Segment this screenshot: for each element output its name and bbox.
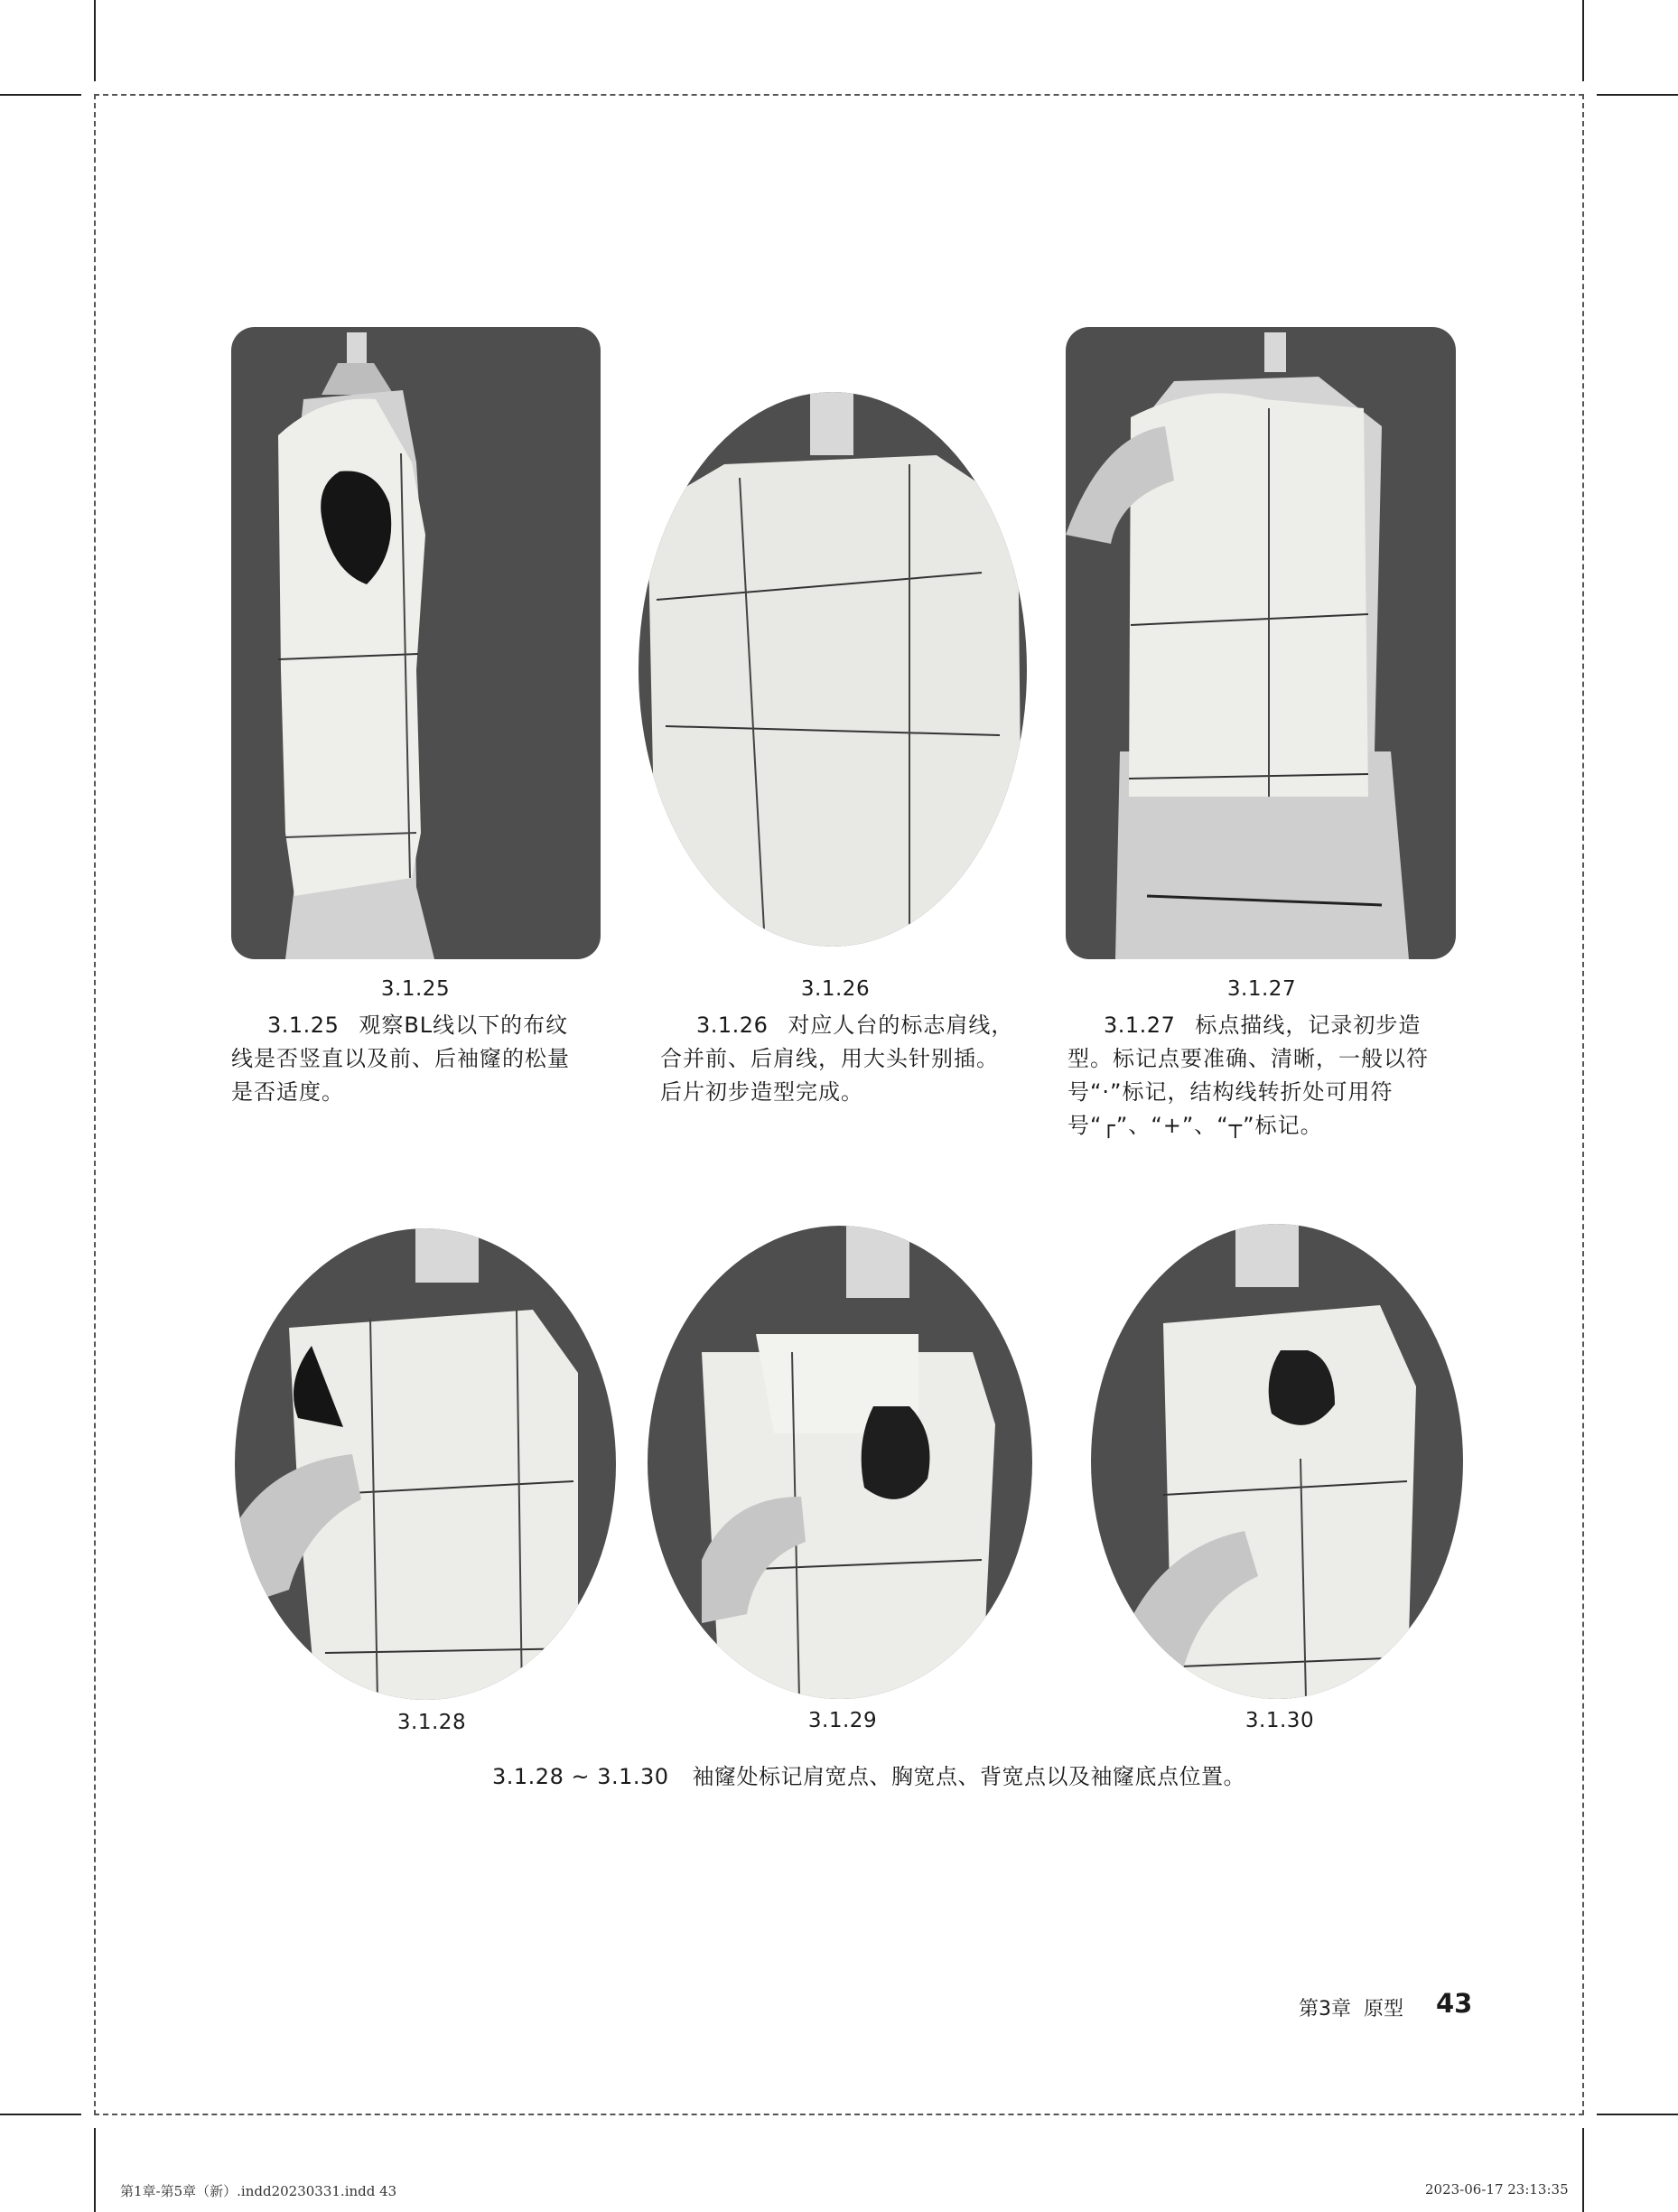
group-caption — [492, 1759, 1245, 1790]
caption-figure-number: 3.1.26 — [696, 1013, 769, 1038]
group-caption-range: 3.1.28 ~ 3.1.30 — [492, 1764, 669, 1789]
figure-caption — [660, 1009, 1018, 1109]
figure-number: 3.1.26 — [800, 977, 871, 1001]
crop-mark — [0, 94, 81, 96]
page-number: 43 — [1436, 1988, 1473, 2019]
crop-mark — [1597, 94, 1678, 96]
figure-caption — [1067, 1009, 1456, 1143]
caption-figure-number: 3.1.27 — [1104, 1013, 1176, 1038]
slug-file-info: 第1章-第5章（新）.indd20230331.indd 43 — [120, 2183, 397, 2199]
footer-chapter: 第3章 — [1299, 1998, 1351, 2021]
group-caption-text: 袖窿处标记肩宽点、胸宽点、背宽点以及袖窿底点位置。 — [692, 1764, 1246, 1789]
figure-number: 3.1.27 — [1226, 977, 1297, 1001]
footer-section: 原型 — [1364, 1998, 1404, 2021]
figure-3-1-27-photo — [1066, 327, 1456, 959]
crop-mark — [1582, 2128, 1584, 2212]
crop-mark — [1582, 0, 1584, 81]
figure-3-1-26-photo — [639, 392, 1027, 947]
figure-3-1-30-photo — [1091, 1224, 1463, 1699]
figure-number: 3.1.25 — [380, 977, 451, 1001]
caption-text: 对应人台的标志肩线，合并前、后肩线，用大头针别插。后片初步造型完成。 — [660, 1013, 1014, 1105]
figure-3-1-25-photo — [231, 327, 601, 959]
figure-number: 3.1.30 — [1245, 1709, 1315, 1732]
caption-figure-number: 3.1.25 — [267, 1013, 340, 1038]
crop-mark — [1597, 2114, 1678, 2115]
figure-number: 3.1.29 — [807, 1709, 878, 1732]
caption-text: 标点描线，记录初步造型。标记点要准确、清晰，一般以符号“·”标记，结构线转折处可用符号“┌”、“+”、“┬”标记。 — [1067, 1013, 1429, 1138]
crop-mark — [0, 2114, 81, 2115]
caption-text: 观察BL线以下的布纹线是否竖直以及前、后袖窿的松量是否适度。 — [231, 1013, 570, 1105]
crop-mark — [94, 0, 96, 81]
figure-3-1-28-photo — [235, 1228, 616, 1700]
figure-number: 3.1.28 — [396, 1711, 467, 1734]
slug-datetime: 2023-06-17 23:13:35 — [1425, 2181, 1569, 2198]
crop-mark — [94, 2128, 96, 2212]
figure-3-1-29-photo — [648, 1226, 1032, 1699]
running-footer — [1299, 1993, 1416, 2021]
figure-caption — [231, 1009, 591, 1109]
